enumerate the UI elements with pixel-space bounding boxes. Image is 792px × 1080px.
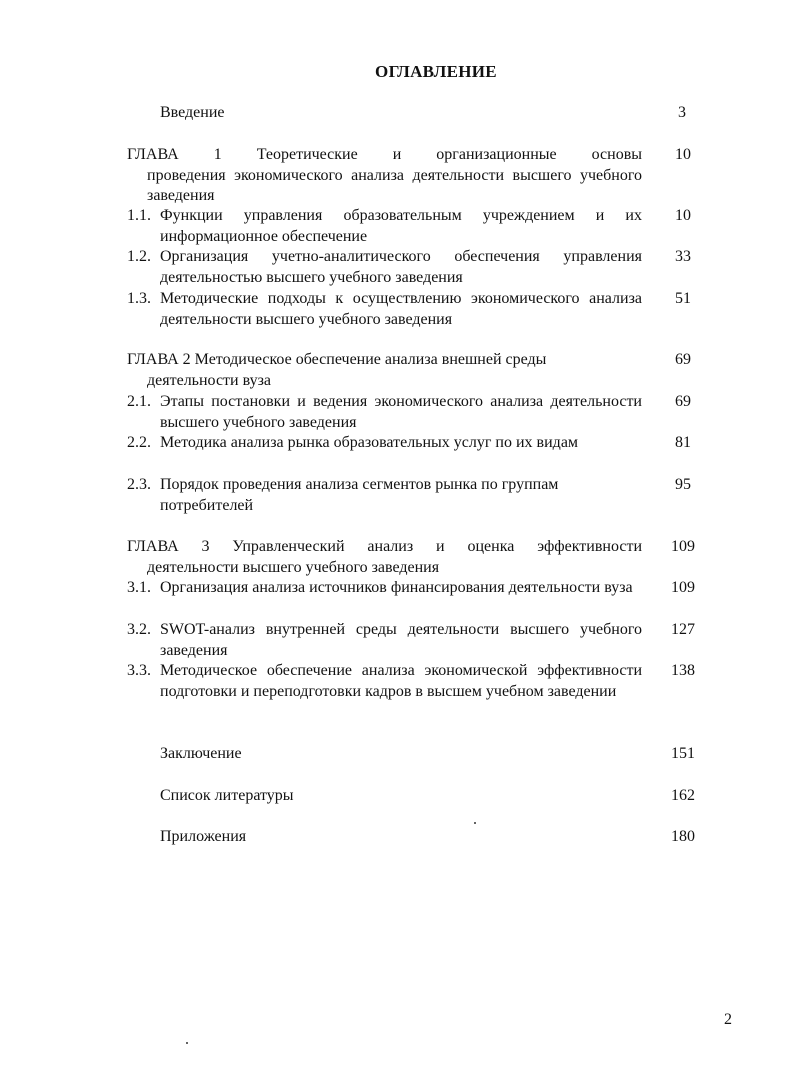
toc-entry-text: SWOT-анализ внутренней среды деятельности высшего учебного заведения <box>160 621 642 659</box>
toc-entry-text: Организация учетно-аналитического обеспечения управления деятельностью высшего учебного заведения <box>160 248 642 286</box>
toc-entry-text: Список литературы <box>160 787 294 804</box>
toc-entry-page: 10 <box>675 207 691 224</box>
chapter-heading-continuation: проведения экономического анализа деятельности высшего учебного заведения <box>147 166 642 204</box>
chapter-heading-line: ГЛАВА 1 Теоретические и организационные основы <box>127 146 642 163</box>
toc-entry-text: Заключение <box>160 745 242 762</box>
toc-entry-page: 33 <box>675 248 691 265</box>
toc-entry-text: Методика анализа рынка образовательных услуг по их видам <box>160 434 579 451</box>
chapter-heading-line: ГЛАВА 2 Методическое обеспечение анализа внешней среды <box>127 351 547 368</box>
toc-entry-page: 180 <box>671 828 695 845</box>
toc-entry-text: Порядок проведения анализа сегментов рынка по группам потребителей <box>160 476 559 514</box>
toc-entry-page: 69 <box>675 393 691 410</box>
toc-entry-number: 1.1. <box>127 207 151 224</box>
page-title: ОГЛАВЛЕНИЕ <box>375 62 497 81</box>
toc-entry-number: 1.2. <box>127 248 151 265</box>
toc-entry-page: 81 <box>675 434 691 451</box>
toc-entry-number: 3.1. <box>127 579 151 596</box>
toc-entry-number: 2.2. <box>127 434 151 451</box>
scan-speck <box>186 1042 188 1044</box>
toc-entry-page: 95 <box>675 476 691 493</box>
toc-entry-text: Методические подходы к осуществлению экономического анализа деятельности высшего учебного заведения <box>160 290 642 328</box>
toc-entry-page: 151 <box>671 745 695 762</box>
toc-entry-page: 162 <box>671 787 695 804</box>
toc-entry-number: 2.1. <box>127 393 151 410</box>
toc-entry-number: 2.3. <box>127 476 151 493</box>
toc-entry-page: 109 <box>671 579 695 596</box>
toc-entry-page: 109 <box>671 538 695 555</box>
toc-entry-number: 1.3. <box>127 290 151 307</box>
toc-entry-page: 138 <box>671 662 695 679</box>
chapter-heading-continuation: деятельности вуза <box>147 371 272 389</box>
toc-entry-text <box>127 350 642 391</box>
toc-entry-number: 3.2. <box>127 621 151 638</box>
toc-entry-text: Организация анализа источников финансирования деятельности вуза <box>160 579 633 596</box>
toc-entry-text: Функции управления образовательным учреждением и их информационное обеспечение <box>160 207 642 245</box>
toc-entry-text: Введение <box>160 104 225 121</box>
chapter-heading-continuation: деятельности высшего учебного заведения <box>147 558 440 576</box>
toc-entry-text: Этапы постановки и ведения экономического анализа деятельности высшего учебного заведения <box>160 393 642 431</box>
toc-entry-page: 10 <box>675 146 691 163</box>
chapter-heading-line: ГЛАВА 3 Управленческий анализ и оценка эффективности <box>127 538 642 555</box>
toc-entry-text: Приложения <box>160 828 247 845</box>
toc-entry-page: 69 <box>675 351 691 368</box>
toc-entry-text: Методическое обеспечение анализа экономической эффективности подготовки и переподготовки кадров в высшем учебном заведении <box>160 662 642 700</box>
toc-entry-number: 3.3. <box>127 662 151 679</box>
toc-entry-text <box>127 145 642 207</box>
toc-entry-page: 127 <box>671 621 695 638</box>
page-number: 2 <box>724 1011 732 1028</box>
toc-entry-page: 3 <box>678 104 686 121</box>
toc-entry-text <box>127 537 642 578</box>
toc-entry-page: 51 <box>675 290 691 307</box>
scan-speck <box>474 822 476 824</box>
